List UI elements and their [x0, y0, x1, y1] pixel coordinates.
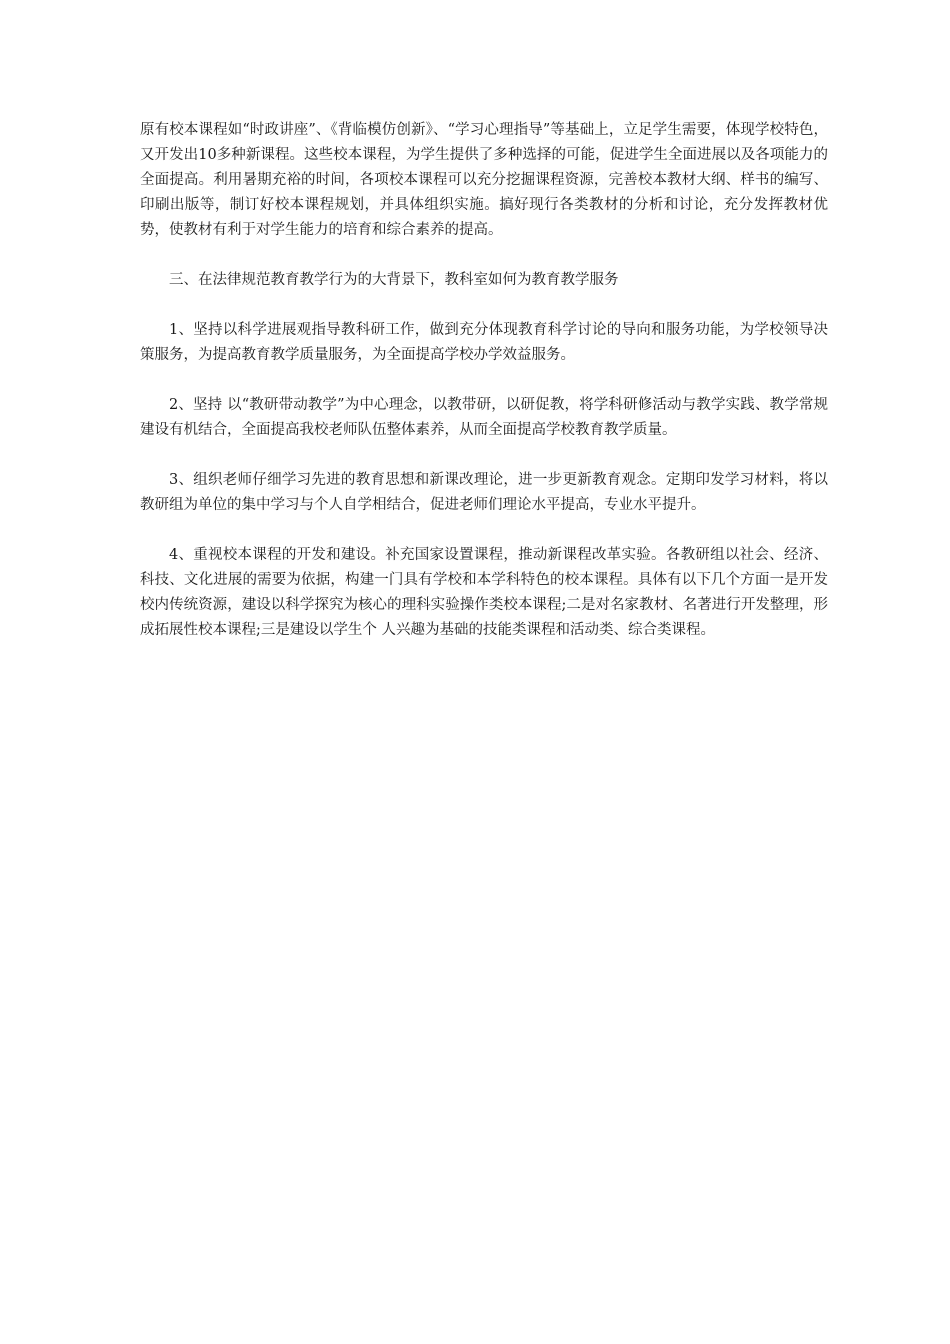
- list-item-1: 1、坚持以科学进展观指导教科研工作，做到充分体现教育科学讨论的导向和服务功能，为学校领导决策服务，为提高教育教学质量服务，为全面提高学校办学效益服务。: [140, 322, 828, 363]
- list-item-3: 3、组织老师仔细学习先进的教育思想和新课改理论，进一步更新教育观念。定期印发学习材料，将以教研组为单位的集中学习与个人自学相结合，促进老师们理论水平提高，专业水平提升。: [140, 472, 828, 513]
- list-item-2: 2、坚持 以“教研带动教学”为中心理念，以教带研，以研促教，将学科研修活动与教学实践、教学常规建设有机结合，全面提高我校老师队伍整体素养，从而全面提高学校教育教学质量。: [140, 397, 828, 438]
- document-body: [140, 118, 828, 668]
- section-heading-3: 三、在法律规范教育教学行为的大背景下，教科室如何为教育教学服务: [169, 272, 619, 288]
- paragraph-continuation: 原有校本课程如“时政讲座”、《背临模仿创新》、“学习心理指导”等基础上，立足学生需要，体现学校特色，又开发出10多种新课程。这些校本课程，为学生提供了多种选择的可能，促进学生全面进展以及各项能力的全面提高。利用暑期充裕的时间，各项校本课程可以充分挖掘课程资源，完善校本教材大纲、样书的编写、印刷出版等，制订好校本课程规划，并具体组织实施。搞好现行各类教材的分析和讨论，充分发挥教材优势，使教材有利于对学生能力的培育和综合素养的提高。: [140, 122, 828, 238]
- list-item-4: 4、重视校本课程的开发和建设。补充国家设置课程，推动新课程改革实验。各教研组以社会、经济、科技、文化进展的需要为依据，构建一门具有学校和本学科特色的校本课程。具体有以下几个方面一是开发校内传统资源，建设以科学探究为核心的理科实验操作类校本课程;二是对名家教材、名著进行开发整理，形成拓展性校本课程;三是建设以学生个 人兴趣为基础的技能类课程和活动类、综合类课程。: [140, 547, 828, 638]
